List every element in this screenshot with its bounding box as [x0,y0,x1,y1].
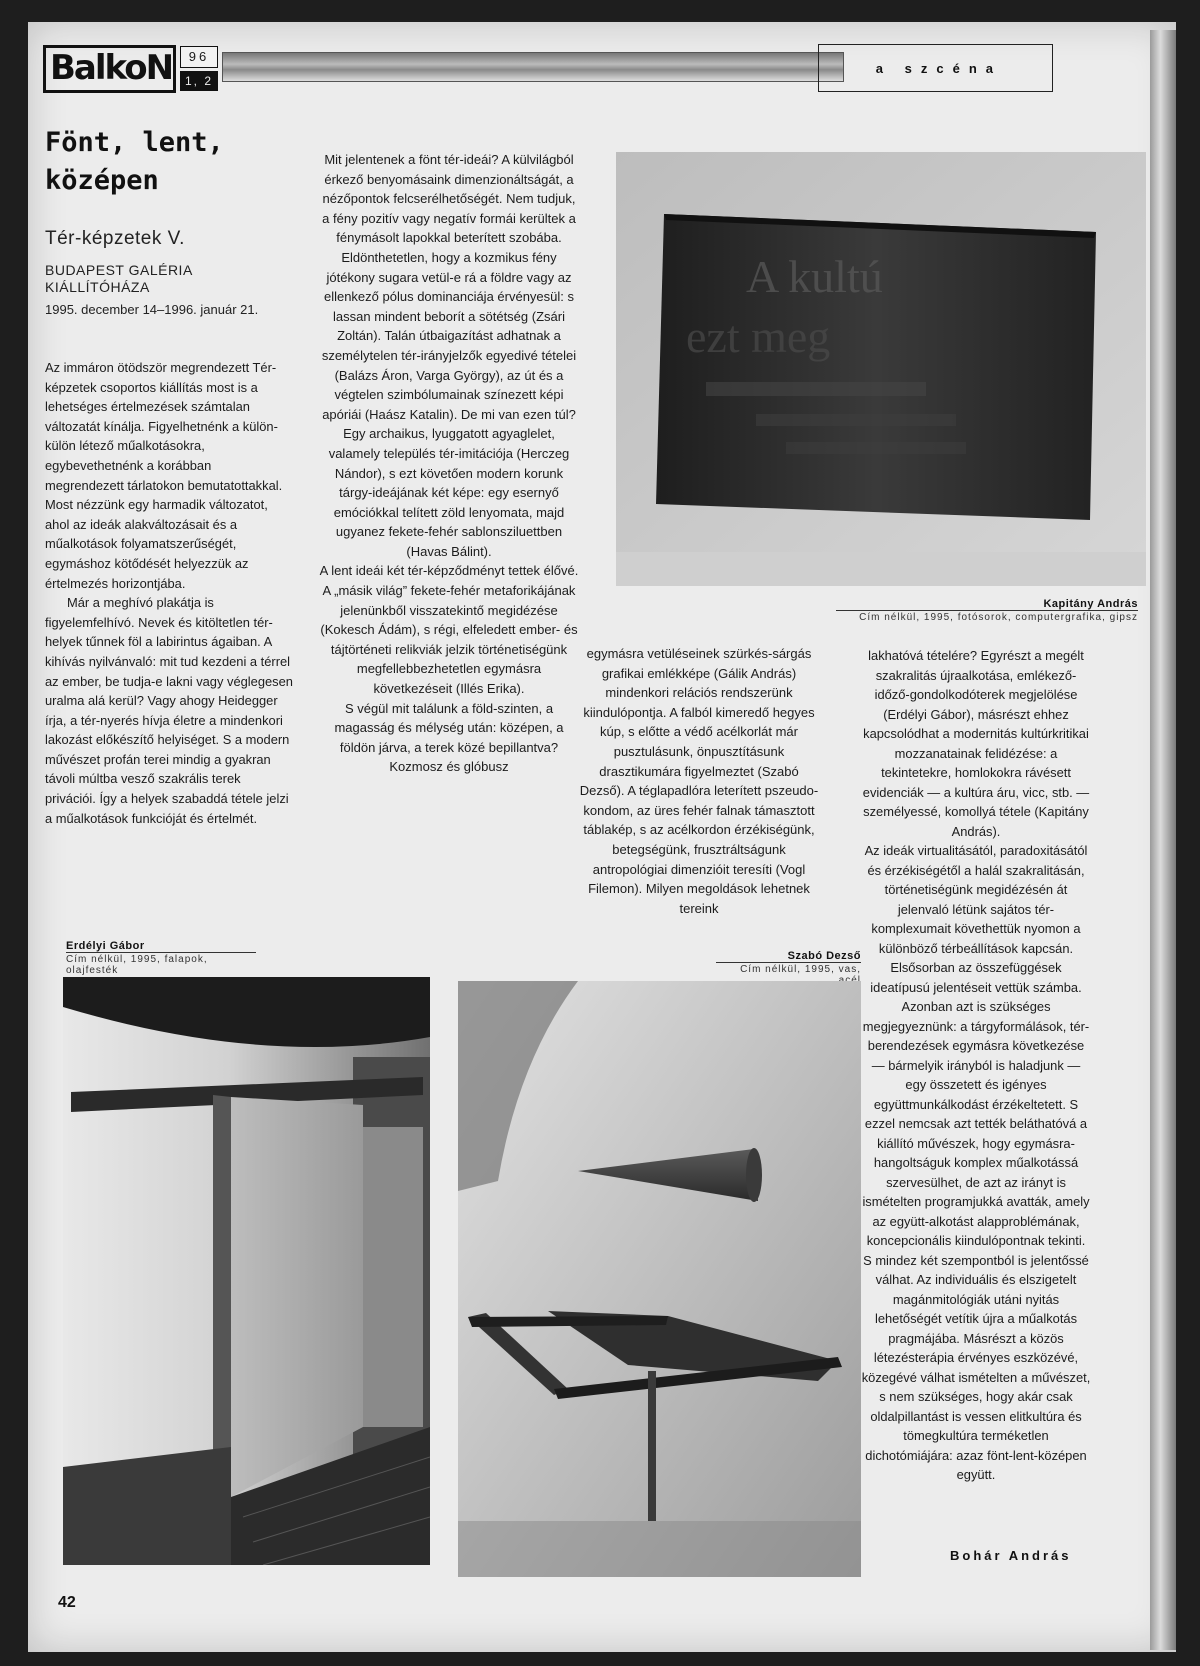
szabo-installation-image [458,981,861,1577]
venue [45,262,193,296]
paragraph: egymásra vetüléseinek szürkés-sárgás grafikai emlékképe (Gálik András) mindenkori relációs rendszerünk kiindulópontja. A falból kimeredő hegyes kúp, s előtte a védő acélkorlát már pusztulásunk, önpusztításunk drasztikumára figyelmeztet (Szabó Dezső). A téglapadlóra leterített pszeudo-kondom, az üres fehér falnak támasztott táblakép, s az acélkordon érzékiségünk, betegségünk, frusztráltságunk antropológiai dimenzióit teresíti (Vogl Filemon). Milyen megoldások lehetnek tereink [579,646,819,916]
paragraph: Az immáron ötödször megrendezett Tér-képzetek csoportos kiállítás most is a lehetséges értelmezések számtalan változatát kínálja. Figyelhetnénk a külön-külön létező műalkotásokra, egybevethetnénk a korábban megrendezett tárlatokon bemutatottakkal. Most nézzünk egy harmadik változatot, ahol az ideák alakváltozásait és a műalkotások folyamatszerűségét, egymáshoz kötődését helyezzük az értelmezés horizontjába. [45,360,283,591]
page-number: 42 [58,1594,76,1611]
paragraph: Már a meghívó plakátja is figyelemfelhívó. Nevek és kitöltetlen tér-helyek tűnnek föl a labirintus ágaiban. A kihívás nyilvánvaló: mit tud kezdeni a térrel az ember, be tudja-e lakni vagy véglegesen uralma alá kerül? Vagy ahogy Heidegger írja, a tér-nyerés hívja életre a mindenkori lakozást előkészítő helyiséget. S a modern művészet profán terei mindig a gyakran távoli múltba vesző szakrális terek privációi. Így a helyek szabaddá tétele jelzi a műalkotások funkcióját és értelmét. [45,595,293,826]
photo-kapitany [616,152,1146,586]
issue-volume: 1, 2 [180,71,218,91]
paragraph: Mit jelentenek a fönt tér-ideái? A külvilágból érkező benyomásaink dimenzionáltságát, a nézőpontok felcserélhetőségét. Nem tudjuk, a fény pozitív vagy negatív formái kerültek a fénymásolt lapokkal beterített szobába. Eldönthetetlen, hogy a kozmikus fény jótékony sugara vetül-e rá a földre vagy az ellenkező pólus dominanciája érvényesül: s lassan mindent beborít a sötétség (Zsári Zoltán). Talán útbaigazítást adhatnak a személytelen tér-irányjelzők egyedivé tételei (Balázs Áron, Varga György), az út és a végtelen szimbólumainak színezett képi apóriái (Haász Katalin). De mi van ezen túl? Egy archaikus, lyuggatott agyaglelet, valamely település tér-imitációja (Herczeg Nándor), s ezt követően modern korunk tárgy-ideájának két képe: egy esernyő emóciókkal telített zöld lenyomata, majd ugyanez fekete-fehér sablonsziluettben (Havas Bálint). [321,152,577,559]
header-bar [222,52,844,82]
caption-detail: Cím nélkül, 1995, falapok, olajfesték [66,952,256,976]
erdelyi-installation-image [63,977,430,1565]
article-subtitle: Tér-képzetek V. [45,228,185,249]
text-column-4 [860,646,1092,1485]
title-line: Fönt, lent, [45,127,224,158]
paragraph: lakhatóvá tételére? Egyrészt a megélt szakralitás újraalkotása, emlékező-időző-gondolkodóterek megjelölése (Erdélyi Gábor), másrészt ehhez kapcsolódhat a modernitás kultúrkritikai mozzanatainak felidézése: a tekintetekre, homlokokra rávésett evidenciák — a kultúra áru, vicc, stb. — személyessé, komollyá tétele (Kapitány András). [862,648,1090,839]
text-column-1 [45,358,293,828]
magazine-logo: BalkoN [43,45,176,93]
caption-artist: Kapitány András [1043,598,1138,610]
caption-kapitany [836,598,1138,623]
text-column-3 [578,644,820,918]
photo-erdelyi [63,977,430,1565]
caption-artist: Szabó Dezső [787,950,861,962]
venue-line: BUDAPEST GALÉRIA [45,262,193,278]
venue-line: KIÁLLÍTÓHÁZA [45,279,150,295]
section-box [818,44,1053,92]
issue-number: 96 [180,46,218,68]
paragraph: S mindez két szempontból is jelentőssé válhat. Az individuális és elszigetelt magánmitológiák utáni nyitás lehetőségét vetítik újra a műalkotás pragmájába. Másrészt a közös létezésterápia érvényes eszközévé, közegévé válhat ismételten a művészet, s nem szükséges, hogy akár csak oldalpillantást is vessen elitkultúra és tömegkultúra terméketlen dichotómiájára: azaz fönt-lent-középen együtt. [861,1252,1091,1482]
article-title [45,124,275,200]
issue-marker [180,46,218,92]
paragraph: A lent ideái két tér-képződményt tettek élővé. A „másik világ” fekete-fehér metaforikájának jelenünkből visszatekintő megidézése (Kokesch Ádám), s régi, elfeledett ember- és tájtörténeti relikviák jelzik történetiségünk megfellebbezhetetlen egymásra következéseit (Illés Erika). [319,563,579,697]
sign-text: ezt meg [686,311,831,362]
author-byline: Bohár András [950,1548,1072,1563]
caption-artist: Erdélyi Gábor [66,940,145,952]
section-label: a szcéna [875,61,1002,76]
text-column-2 [318,150,580,777]
photo-szabo [458,981,861,1577]
title-line: középen [45,165,159,196]
sign-text: A kultú [746,251,883,302]
caption-erdelyi [66,940,256,976]
caption-detail: Cím nélkül, 1995, vas, [716,962,861,986]
page-spine [1150,30,1176,1650]
paragraph: S végül mit találunk a föld-szinten, a magasság és mélység után: középen, a földön járva, a terek közé bepillantva? Kozmosz és glóbusz [334,700,564,775]
exhibition-dates: 1995. december 14–1996. január 21. [45,302,259,317]
kapitany-artwork-image [616,152,1146,586]
paragraph: Az ideák virtualitásától, paradoxitásától és érzékiségétől a halál szakralitásán, történetiségünk megidézésén át jelenvaló létünk sajátos tér-komplexumait követhettük nyomon a különböző térbeállítások kapcsán. Elsősorban az összefüggések ideatípusú jelentéseit vettük számba. Azonban azt is szükséges megjegyeznünk: a tárgyformálások, tér-berendezések egymásra következése — bármelyik irányból is haladjunk — egy összetett és igényes együttmunkálkodást érzékeltetett. S ezzel nemcsak azt tették beláthatóvá a kiállító művészek, hogy egymásra-hangoltságuk komplex műalkotássá szervesülhet, de azt az irányt is ismételten programjukká avatták, amely az együtt-alkotást alapproblémának, koncepcionális kiindulópontnak tekinti. [862,843,1090,1248]
caption-detail: Cím nélkül, 1995, fotósorok, computergrafika, gipsz [836,610,1138,623]
